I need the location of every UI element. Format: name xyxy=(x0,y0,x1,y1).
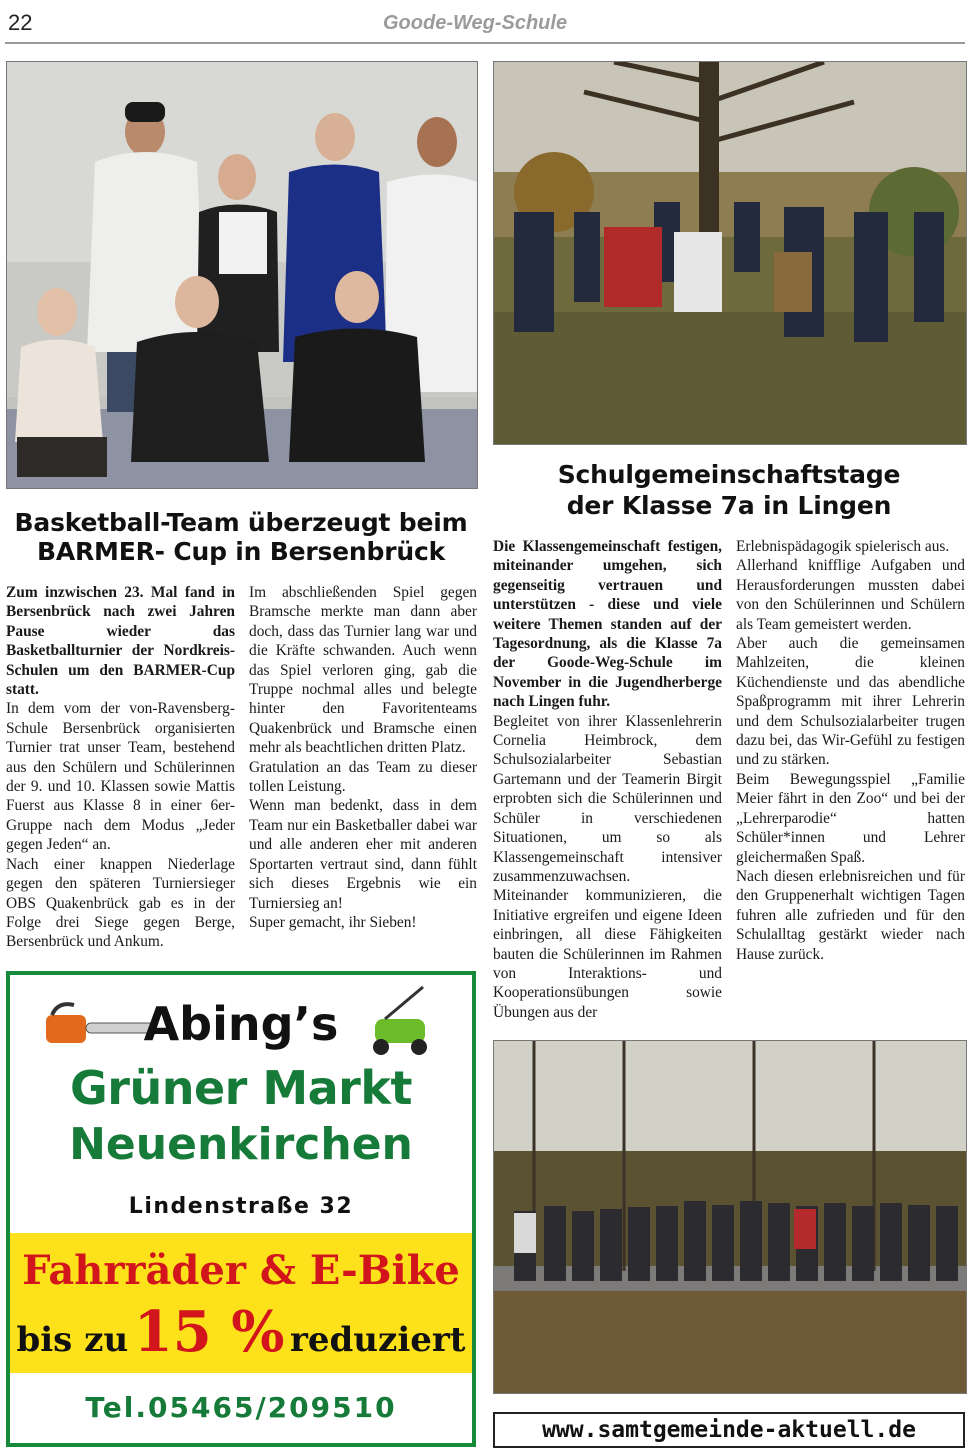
article1-lead: Zum inzwischen 23. Mal fand in Bersenbrück nach zwei Jahren Pause wieder das Basketballturnier der Nordkreis-Schulen um den BARMER-Cup statt. xyxy=(6,584,235,699)
class-outdoor-activity-photo xyxy=(493,61,967,445)
article2-headline-line2: der Klasse 7a in Lingen xyxy=(566,491,892,520)
ad-offer-box xyxy=(10,1233,472,1373)
article2-lead: Die Klassengemeinschaft festigen, miteinander umgehen, sich gegenseitig vertrauen und unterstützen - diese und viele weitere Themen standen auf der Tagesordnung, als die Klasse 7a der Goode-Weg-Schule im November in die Jugendherberge nach Lingen fuhr. xyxy=(493,538,722,711)
ad-location: Neuenkirchen xyxy=(69,1119,413,1170)
article1-headline xyxy=(6,508,476,566)
ad-offer-title: Fahrräder & E-Bike xyxy=(22,1247,460,1294)
ad-discount xyxy=(10,1299,472,1365)
section-title: Goode-Weg-Schule xyxy=(383,12,568,34)
page-number: 22 xyxy=(8,10,33,35)
article1-paragraph: Gratulation an das Team zu dieser tollen Leistung. xyxy=(249,758,477,796)
article2-paragraph: Allerhand knifflige Aufgaben und Herausforderungen mussten dabei von den Schülerinnen und Schülern als Team gemeistert werden. xyxy=(736,557,965,633)
class-group-photo xyxy=(493,1040,967,1394)
article2-paragraph: Nach diesen erlebnisreichen und für den Gruppenerhalt wichtigen Tagen fuhren alle zufrieden und für den Schulalltag gestärkt wieder nach Hause zurück. xyxy=(736,867,965,963)
ad-reduziert-label: reduziert xyxy=(289,1320,466,1360)
article2-paragraph: Aber auch die gemeinsamen Mahlzeiten, die kleinen Küchendienste und das abendliche Spaßprogramm mit ihrer Lehrerin und dem Schulsozialarbeiter trugen dazu bei, das Wir-Gefühl zu festigen und zu stärken. xyxy=(736,635,965,769)
ad-percent: 15 % xyxy=(133,1299,285,1365)
article2-paragraph: Miteinander kommunizieren, die Initiative ergreifen und eigene Ideen einbringen, all diese Fähigkeiten bauten die Schülerinnen im Rahmen von Interaktions- und Kooperationsübungen sowie Übungen aus der xyxy=(493,887,722,1021)
article2-headline-line1: Schulgemeinschaftstage xyxy=(557,460,901,489)
article1-headline-line1: Basketball-Team überzeugt beim xyxy=(14,508,468,537)
footer-url-link[interactable]: www.samtgemeinde-aktuell.de xyxy=(493,1412,965,1448)
ad-address: Lindenstraße 32 xyxy=(128,1194,354,1219)
article1-paragraph: Wenn man bedenkt, dass in dem Team nur ein Basketballer dabei war und alle anderen eher mit anderen Sportarten vertraut sind, dann fühlt sich dieses Ergebnis wie ein Turniersieg an! xyxy=(249,797,477,912)
article1-paragraph: Super gemacht, ihr Sieben! xyxy=(249,913,417,931)
article2-column2 xyxy=(736,537,965,964)
ad-title: Abing’s xyxy=(143,997,339,1051)
article1-column2 xyxy=(249,583,477,932)
header-rule xyxy=(5,42,965,44)
article2-headline xyxy=(493,459,965,521)
ad-store-name: Grüner Markt xyxy=(70,1061,412,1115)
article2-paragraph: Beim Bewegungsspiel „Familie Meier fährt in den Zoo“ und bei der „Lehrerparodie“ hatten Schüler*innen und Lehrer gleichermaßen Spaß. xyxy=(736,770,965,866)
article2-column1 xyxy=(493,537,722,1022)
ad-bis-label: bis zu xyxy=(16,1320,129,1360)
ad-phone: Tel.05465/209510 xyxy=(85,1391,397,1424)
article2-paragraph: Begleitet von ihrer Klassenlehrerin Cornelia Heimbrock, dem Schulsozialarbeiter Sebastian Gartemann und der Teamerin Birgit erprobten sich die Schülerinnen und Schüler in verschiedenen Situationen, um so als Klassengemeinschaft intensiver zusammenzuwachsen. xyxy=(493,712,722,885)
basketball-team-photo xyxy=(6,61,478,489)
advertisement-abings-gruener-markt[interactable] xyxy=(6,971,476,1447)
article1-paragraph: Nach einer knappen Niederlage gegen den späteren Turniersieger OBS Quakenbrück gab es in der Folge drei Siege gegen Berge, Bersenbrück und Ankum. xyxy=(6,855,235,951)
article1-column1 xyxy=(6,583,235,952)
article1-paragraph: In dem vom der von-Ravensberg-Schule Bersenbrück organisierten Turnier trat unser Team, bestehend aus den Schülern und Schülerinnen der 9. und 10. Klassen sowie Mattis Fuerst aus Klasse 8 in einer 6er-Gruppe nach dem Modus „Jeder gegen Jeden“ an. xyxy=(6,700,235,854)
article1-headline-line2: BARMER- Cup in Bersenbrück xyxy=(37,537,445,566)
article1-paragraph: Im abschließenden Spiel gegen Bramsche merkte man dann aber doch, dass das Turnier lang war und die Kräfte schwanden. Auch wenn das Spiel verloren ging, gab die Truppe nochmal alles und belegte hinter den Favoritenteams Quakenbrück und Bramsche einen mehr als beachtlichen dritten Platz. xyxy=(249,584,477,757)
article2-paragraph: Erlebnispädagogik spielerisch aus. xyxy=(736,538,950,555)
